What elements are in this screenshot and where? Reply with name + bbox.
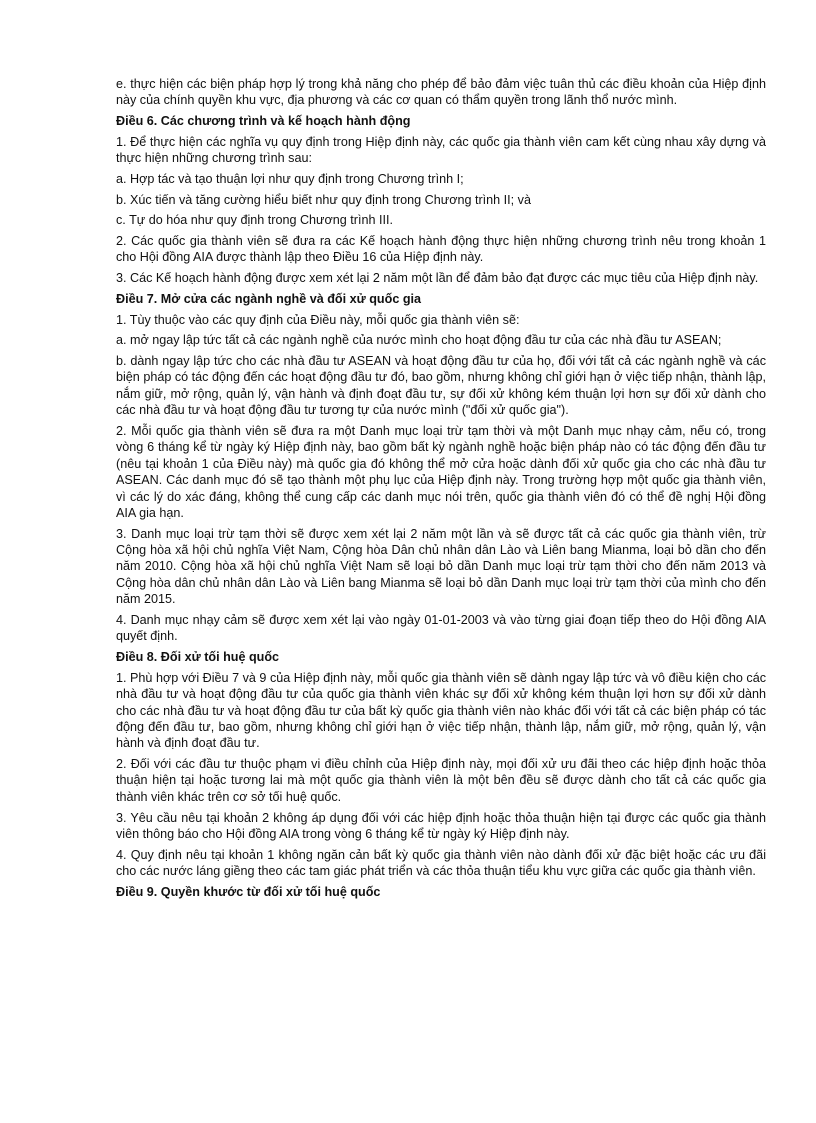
paragraph-7-2: 2. Mỗi quốc gia thành viên sẽ đưa ra một Danh mục loại trừ tạm thời và một Danh mục nhạy cảm, nếu có, trong vòng 6 tháng kể từ ngày ký Hiệp định này, bao gồm bất kỳ ngành nghề hoặc biện pháp nào có tác động đến đầu tư (nêu tại khoản 1 của Điều này) mà quốc gia đó không thể mở cửa hoặc dành đối xử quốc gia cho các nhà đầu tư ASEAN. Các danh mục đó sẽ tạo thành một phụ lục của Hiệp định này. Trong trường hợp một quốc gia thành viên, vì các lý do xác đáng, không thể cung cấp các danh mục nói trên, quốc gia thành viên đó có thể đề nghị Hội đồng AIA gia hạn. — [116, 423, 766, 520]
document-page — [116, 76, 766, 905]
paragraph-7-1: 1. Tùy thuộc vào các quy định của Điều này, mỗi quốc gia thành viên sẽ: — [116, 312, 520, 327]
paragraph-6-2: 2. Các quốc gia thành viên sẽ đưa ra các Kế hoạch hành động thực hiện những chương trình nêu trong khoản 1 cho Hội đồng AIA được thành lập theo Điều 16 của Hiệp định này. — [116, 234, 766, 265]
paragraph-6-1-b: b. Xúc tiến và tăng cường hiểu biết như quy định trong Chương trình II; và — [116, 192, 531, 207]
heading-article-8: Điều 8. Đối xử tối huệ quốc — [116, 650, 280, 665]
paragraph-8-2: 2. Đối với các đầu tư thuộc phạm vi điều chỉnh của Hiệp định này, mọi đối xử ưu đãi theo các hiệp định hoặc thỏa thuận hiện tại hoặc tương lai mà một quốc gia thành viên là một bên đều sẽ được dành cho tất cả các quốc gia thành viên khác trên cơ sở tối huệ quốc. — [116, 757, 766, 804]
paragraph-7-1-b: b. dành ngay lập tức cho các nhà đầu tư ASEAN và hoạt động đầu tư của họ, đối với tất cả các ngành nghề và các biện pháp có tác động đến các hoạt động đầu tư đó, bao gồm, nhưng không chỉ giới hạn ở việc tiếp nhận, thành lập, nắm giữ, mở rộng, quản lý, vận hành và định đoạt đầu tư, sự đối xử không kém thuận lợi hơn sự đối xử dành cho các nhà đầu tư và hoạt động đầu tư tương tự của nước mình ("đối xử quốc gia"). — [116, 353, 766, 418]
heading-article-6: Điều 6. Các chương trình và kế hoạch hành động — [116, 114, 411, 129]
paragraph-8-1: 1. Phù hợp với Điều 7 và 9 của Hiệp định này, mỗi quốc gia thành viên sẽ dành ngay lập tức và vô điều kiện cho các nhà đầu tư và hoạt động đầu tư của quốc gia thành viên khác sự đối xử không kém thuận lợi hơn sự đối xử dành cho các nhà đầu tư và hoạt động đầu tư của bất kỳ quốc gia thành viên nào khác đối với tất cả các biện pháp có tác động đến đầu tư, bao gồm, nhưng không chỉ giới hạn ở việc tiếp nhận, thành lập, nắm giữ, mở rộng, quản lý, vận hành và định đoạt đầu tư. — [116, 670, 766, 751]
heading-article-9: Điều 9. Quyền khước từ đối xử tối huệ quốc — [116, 884, 381, 899]
heading-article-7: Điều 7. Mở cửa các ngành nghề và đối xử quốc gia — [116, 291, 422, 306]
paragraph-article5-e: e. thực hiện các biện pháp hợp lý trong khả năng cho phép để bảo đảm việc tuân thủ các điều khoản của Hiệp định này của chính quyền khu vực, địa phương và các cơ quan có thẩm quyền trong lãnh thổ nước mình. — [116, 77, 766, 108]
paragraph-7-3: 3. Danh mục loại trừ tạm thời sẽ được xem xét lại 2 năm một lần và sẽ được tất cả các quốc gia thành viên, trừ Cộng hòa xã hội chủ nghĩa Việt Nam, Cộng hòa Dân chủ nhân dân Lào và Liên bang Mianma, loại bỏ dần cho đến năm 2010. Cộng hòa xã hội chủ nghĩa Việt Nam sẽ loại bỏ dần Danh mục loại trừ tạm thời cho đến năm 2013 và Cộng hòa dân chủ nhân dân Lào và Liên bang Mianma sẽ loại bỏ dần Danh mục loại trừ tạm thời của mình cho đến năm 2015. — [116, 526, 766, 607]
paragraph-6-3: 3. Các Kế hoạch hành động được xem xét lại 2 năm một lần để đảm bảo đạt được các mục tiêu của Hiệp định này. — [116, 271, 759, 286]
paragraph-6-1-c: c. Tự do hóa như quy định trong Chương trình III. — [116, 213, 393, 228]
paragraph-8-3: 3. Yêu cầu nêu tại khoản 2 không áp dụng đối với các hiệp định hoặc thỏa thuận hiện tại được các quốc gia thành viên thông báo cho Hội đồng AIA trong vòng 6 tháng kể từ ngày ký Hiệp định này. — [116, 810, 766, 841]
paragraph-6-1-a: a. Hợp tác và tạo thuận lợi như quy định trong Chương trình I; — [116, 171, 464, 186]
paragraph-6-1: 1. Để thực hiện các nghĩa vụ quy định trong Hiệp định này, các quốc gia thành viên cam kết cùng nhau xây dựng và thực hiện những chương trình sau: — [116, 134, 766, 166]
paragraph-7-4: 4. Danh mục nhạy cảm sẽ được xem xét lại vào ngày 01-01-2003 và vào từng giai đoạn tiếp theo do Hội đồng AIA quyết định. — [116, 612, 766, 644]
paragraph-7-1-a: a. mở ngay lập tức tất cả các ngành nghề của nước mình cho hoạt động đầu tư của các nhà đầu tư ASEAN; — [116, 333, 722, 348]
paragraph-8-4: 4. Quy định nêu tại khoản 1 không ngăn cản bất kỳ quốc gia thành viên nào dành đối xử đặc biệt hoặc các ưu đãi cho các nước láng giềng theo các tam giác phát triển và các thỏa thuận tiểu khu vực giữa các quốc gia thành viên. — [116, 847, 766, 879]
